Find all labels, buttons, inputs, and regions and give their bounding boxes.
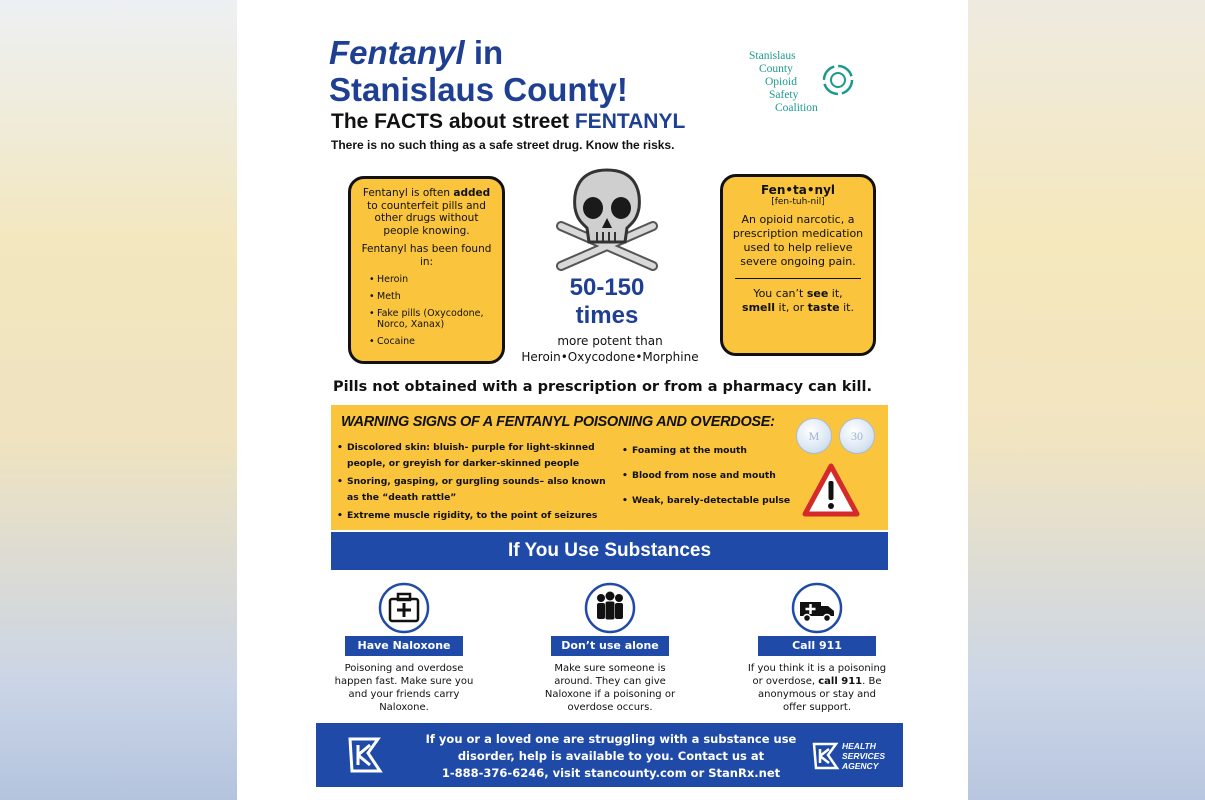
warning-sign-item: • Discolored skin: bluish- purple for light-skinned people, or greyish for darker-skinned people bbox=[331, 440, 611, 472]
subtitle bbox=[331, 110, 685, 134]
have-naloxone-column bbox=[334, 582, 474, 714]
cant-b: it, bbox=[828, 287, 843, 300]
list-item: • Cocaine bbox=[369, 336, 494, 347]
call-911-text-a: If you think it is a poisoning or overdose, bbox=[747, 663, 887, 687]
list-item: • Meth bbox=[369, 291, 494, 302]
footer-line: disorder, help is available to you. Contact us at bbox=[457, 749, 765, 763]
added-paragraph bbox=[359, 187, 494, 237]
left-blurred-background bbox=[0, 0, 237, 800]
group-people-icon bbox=[584, 582, 636, 634]
call-911-text-b: . Be anonymous or stay and offer support. bbox=[757, 676, 882, 713]
comparison-line2: Heroin•Oxycodone•Morphine bbox=[521, 350, 699, 364]
title-fentanyl: Fentanyl bbox=[329, 34, 465, 71]
if-you-use-substances-bar: If You Use Substances bbox=[331, 532, 888, 570]
coalition-line: Coalition bbox=[775, 102, 818, 114]
pill-icon: 30 bbox=[839, 418, 875, 454]
health-services-agency-logo bbox=[810, 741, 890, 773]
page-title bbox=[329, 34, 709, 108]
hsa-line: AGENCY bbox=[842, 761, 879, 771]
cant-see: see bbox=[806, 287, 829, 300]
divider bbox=[735, 278, 861, 279]
warning-sign-item: • Foaming at the mouth bbox=[616, 443, 791, 459]
have-naloxone-label: Have Naloxone bbox=[345, 636, 463, 656]
pronunciation: [fen-tuh-nil] bbox=[771, 197, 825, 207]
cant-d: it. bbox=[839, 301, 854, 314]
found-in-list bbox=[359, 274, 494, 347]
added-text-bold: added bbox=[453, 187, 491, 199]
cant-taste: taste bbox=[807, 301, 840, 314]
footer-help-text bbox=[424, 731, 798, 782]
warning-signs-panel bbox=[331, 405, 888, 530]
potency-range: 50-150 bbox=[569, 274, 645, 301]
potency-times: times bbox=[575, 302, 639, 329]
right-blurred-background bbox=[968, 0, 1205, 800]
warning-sign-item: • Extreme muscle rigidity, to the point of seizures bbox=[331, 508, 611, 524]
definition-text: An opioid narcotic, a prescription medication used to help relieve severe ongoing pain. bbox=[732, 213, 864, 268]
flyer-page bbox=[237, 0, 968, 800]
dont-use-alone-text: Make sure someone is around. They can give Naloxone if a poisoning or overdose occurs. bbox=[544, 663, 676, 713]
list-item: • Heroin bbox=[369, 274, 494, 285]
cant-smell: smell bbox=[742, 301, 776, 314]
list-item: • Fake pills (Oxycodone, Norco, Xanax) bbox=[369, 308, 494, 330]
fentanyl-added-info-box bbox=[348, 176, 505, 364]
title-county: Stanislaus County! bbox=[329, 71, 628, 108]
cant-detect-text bbox=[731, 287, 865, 315]
added-text-b: to counterfeit pills and other drugs without people knowing. bbox=[367, 199, 486, 237]
coalition-line: County bbox=[759, 63, 793, 75]
footer-contact-line[interactable]: 1-888-376-6246, visit stancounty.com or StanRx.net bbox=[441, 766, 781, 780]
call-911-text-bold: call 911 bbox=[818, 676, 863, 687]
coalition-line: Stanislaus bbox=[749, 50, 796, 62]
warning-sign-item: • Weak, barely-detectable pulse bbox=[616, 493, 791, 509]
call-911-text bbox=[747, 662, 887, 714]
hsa-logo-icon bbox=[810, 741, 840, 771]
have-naloxone-text: Poisoning and overdose happen fast. Make sure you and your friends carry Naloxone. bbox=[334, 663, 474, 713]
warning-signs-list-right bbox=[616, 443, 791, 518]
subtitle-prefix: The FACTS about street bbox=[331, 110, 575, 133]
warning-sign-item: • Blood from nose and mouth bbox=[616, 468, 791, 484]
tagline: There is no such thing as a safe street drug. Know the risks. bbox=[331, 138, 675, 152]
potency-comparison bbox=[495, 333, 725, 365]
behavioral-health-logo-icon bbox=[338, 731, 390, 781]
warning-signs-list-left bbox=[331, 440, 611, 526]
hsa-text bbox=[842, 741, 885, 771]
skull-crossbones-icon bbox=[551, 166, 663, 274]
comparison-line1: more potent than bbox=[557, 334, 663, 348]
found-in-paragraph: Fentanyl has been found in: bbox=[361, 243, 492, 268]
definition-box bbox=[720, 174, 876, 356]
subtitle-highlight: FENTANYL bbox=[574, 110, 686, 133]
definition-word: Fen•ta•nyl bbox=[760, 183, 836, 197]
call-911-label: Call 911 bbox=[758, 636, 876, 656]
coalition-circle-icon bbox=[820, 62, 856, 98]
pills-warning-headline: Pills not obtained with a prescription or from a pharmacy can kill. bbox=[333, 379, 872, 395]
warning-sign-item: • Snoring, gasping, or gurgling sounds– also known as the “death rattle” bbox=[331, 474, 611, 506]
call-911-column bbox=[747, 582, 887, 714]
ambulance-icon bbox=[791, 582, 843, 634]
footer-line: If you or a loved one are struggling with a substance use bbox=[425, 732, 797, 746]
coalition-line: Safety bbox=[769, 89, 799, 101]
coalition-line: Opioid bbox=[765, 76, 797, 88]
dont-use-alone-label: Don’t use alone bbox=[551, 636, 669, 656]
hsa-line: HEALTH bbox=[842, 741, 876, 751]
title-in: in bbox=[464, 34, 504, 71]
pill-icon: M bbox=[796, 418, 832, 454]
warning-title: WARNING SIGNS OF A FENTANYL POISONING AND OVERDOSE: bbox=[341, 414, 775, 430]
cant-c: it, or bbox=[775, 301, 808, 314]
cant-a: You can’t bbox=[753, 287, 807, 300]
added-text-a: Fentanyl is often bbox=[362, 187, 454, 199]
footer-banner bbox=[316, 723, 903, 787]
warning-triangle-icon bbox=[802, 463, 860, 519]
potency-multiplier bbox=[522, 274, 692, 330]
first-aid-kit-icon bbox=[378, 582, 430, 634]
dont-use-alone-column bbox=[540, 582, 680, 714]
hsa-line: SERVICES bbox=[842, 751, 885, 761]
